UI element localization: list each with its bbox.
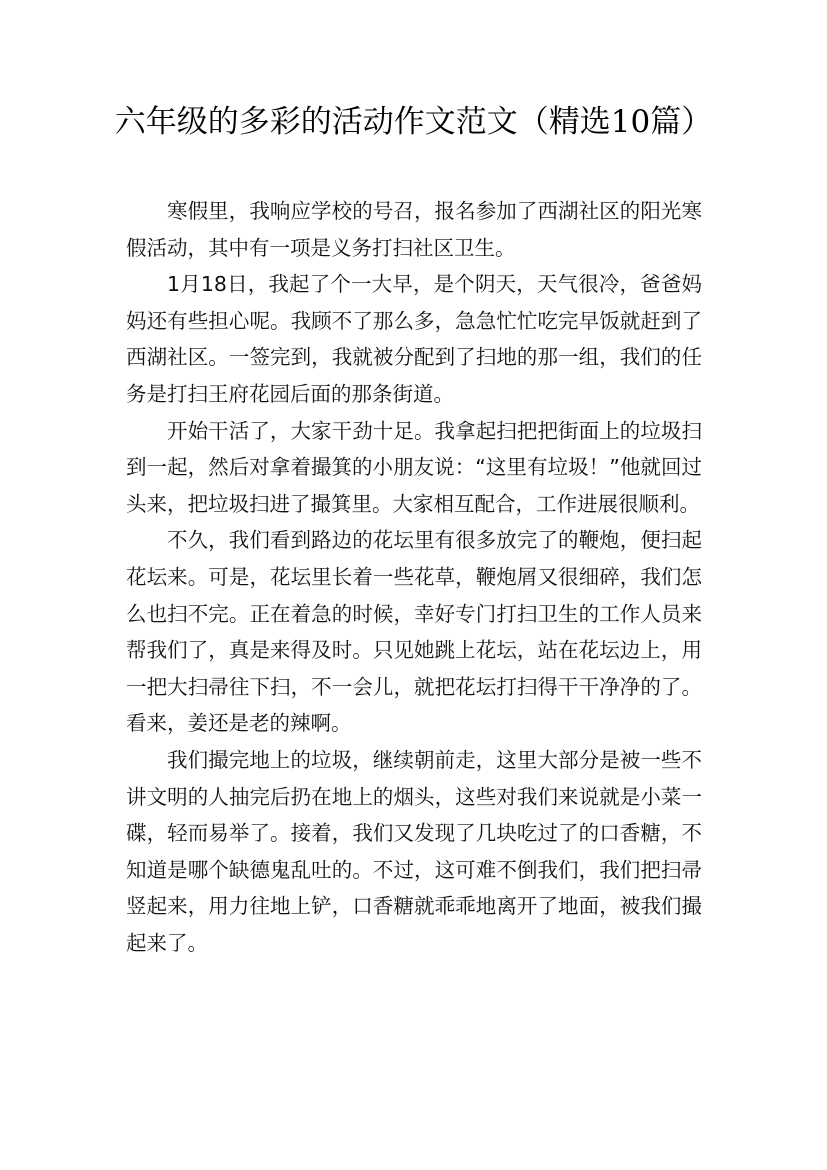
paragraph: 不久，我们看到路边的花坛里有很多放完了的鞭炮，便扫起花坛来。可是，花坛里长着一些花草，鞭炮屑又很细碎，我们怎么也扫不完。正在着急的时候，幸好专门打扫卫生的工作人员来帮我们了，真是来得及时。只见她跳上花坛，站在花坛边上，用一把大扫帚往下扫，不一会儿，就把花坛打扫得干干净净的了。看来，姜还是老的辣啊。 (126, 528, 702, 736)
document-title: 六年级的多彩的活动作文范文（精选10篇） (114, 104, 713, 140)
paragraph: 寒假里，我响应学校的号召，报名参加了西湖社区的阳光寒假活动，其中有一项是义务打扫社区卫生。 (126, 199, 702, 260)
paragraph: 开始干活了，大家干劲十足。我拿起扫把把街面上的垃圾扫到一起，然后对拿着撮箕的小朋友说：“这里有垃圾！”他就回过头来，把垃圾扫进了撮箕里。大家相互配合，工作进展很顺利。 (126, 418, 702, 516)
paragraph: 1月18日，我起了个一大早，是个阴天，天气很冷，爸爸妈妈还有些担心呢。我顾不了那么多，急急忙忙吃完早饭就赶到了西湖社区。一签完到，我就被分配到了扫地的那一组，我们的任务是打扫王府花园后面的那条街道。 (126, 272, 702, 406)
document-body (126, 193, 702, 961)
paragraph: 我们撮完地上的垃圾，继续朝前走，这里大部分是被一些不讲文明的人抽完后扔在地上的烟头，这些对我们来说就是小菜一碟，轻而易举了。接着，我们又发现了几块吃过了的口香糖，不知道是哪个缺德鬼乱吐的。不过，这可难不倒我们，我们把扫帚竖起来，用力往地上铲，口香糖就乖乖地离开了地面，被我们撮起来了。 (126, 747, 702, 955)
